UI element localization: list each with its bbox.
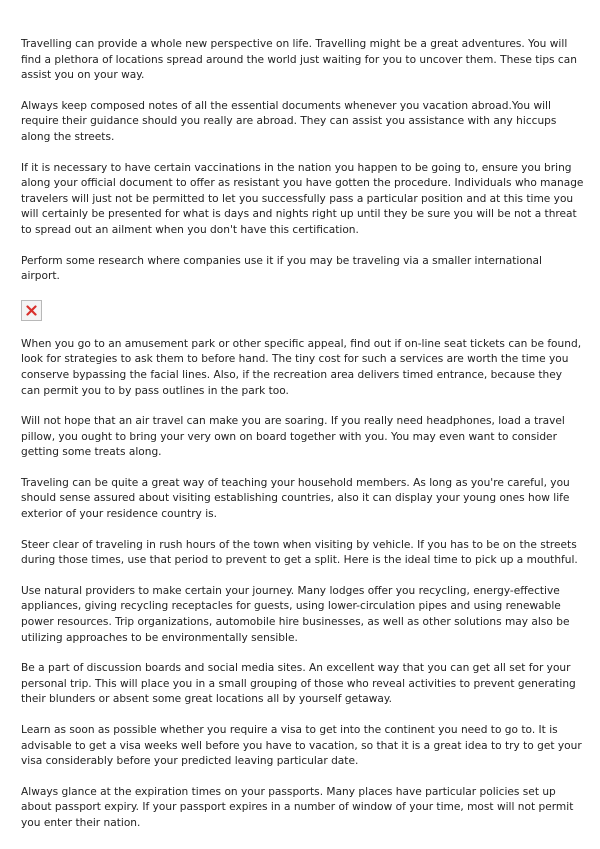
broken-image-placeholder bbox=[21, 300, 42, 321]
paragraph-airport-research: Perform some research where companies use it if you may be traveling via a smaller international airport. bbox=[21, 254, 542, 283]
paragraph-passport-expiry: Always glance at the expiration times on your passports. Many places have particular policies set up about passport expiry. If your passport expires in a number of window of your time, most will not permit you enter their nation. bbox=[21, 785, 574, 829]
paragraph-amusement-park: When you go to an amusement park or other specific appeal, find out if on-line seat tickets can be found, look for strategies to ask them to before hand. The tiny cost for such a services are worth the time you conserve bypassing the facial lines. Also, if the recreation area delivers timed entrance, because they can permit you to by pass outlines in the park too. bbox=[21, 337, 582, 397]
paragraph-intro: Travelling can provide a whole new perspective on life. Travelling might be a great adventures. You will find a plethora of locations spread around the world just waiting for you to uncover them. These tips can assist you on your way. bbox=[21, 38, 577, 82]
paragraph-vaccinations: If it is necessary to have certain vaccinations in the nation you happen to be going to, ensure you bring along your official document to offer as resistant you have gotten the procedure. Individuals who manage travelers will just not be permitted to let you successfully pass a particular position and at this time you will certainly be presented for what is days and nights right up until they be sure you will be not a threat to spread out an ailment when you don't have this certification. bbox=[21, 161, 584, 236]
paragraph-teaching-family: Traveling can be quite a great way of teaching your household members. As long as you're careful, you should sense assured about visiting establishing countries, also it can display your young ones how life exterior of your residence country is. bbox=[21, 476, 570, 521]
broken-image-icon bbox=[26, 305, 37, 316]
paragraph-document-notes: Always keep composed notes of all the essential documents whenever you vacation abroad.You will require their guidance should you really are abroad. They can assist you assistance with any hiccups along the streets. bbox=[21, 99, 557, 143]
paragraph-visa: Learn as soon as possible whether you require a visa to get into the continent you need to go to. It is advisable to get a visa weeks well before you have to vacation, so that it is a great idea to try to get your visa considerably before your predicted leaving particular date. bbox=[21, 724, 582, 768]
paragraph-natural-providers: Use natural providers to make certain your journey. Many lodges offer you recycling, energy-effective appliances, giving recycling receptacles for guests, using lower-circulation pipes and using renewable power resources. Trip organizations, automobile hire businesses, as well as other solutions may also be utilizing approaches to be environmentally sensible. bbox=[21, 584, 570, 644]
paragraph-discussion-boards: Be a part of discussion boards and social media sites. An excellent way that you can get all set for your personal trip. This will place you in a small grouping of those who reveal activities to prevent generating their blunders or absent some great locations all by yourself getaway. bbox=[21, 662, 576, 706]
paragraph-air-travel: Will not hope that an air travel can make you are soaring. If you really need headphones, load a travel pillow, you ought to bring your very own on board together with you. You may even want to consider getting some treats along. bbox=[21, 415, 565, 459]
paragraph-rush-hours: Steer clear of traveling in rush hours of the town when visiting by vehicle. If you has to be on the streets during those times, use that period to prevent to get a split. Here is the ideal time to pick up a mouthful. bbox=[21, 538, 578, 567]
